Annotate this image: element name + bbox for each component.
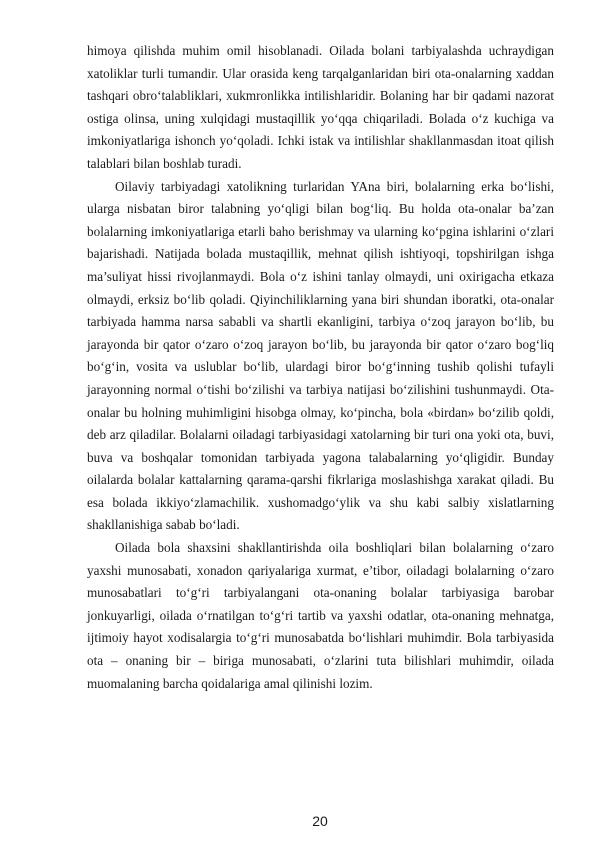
paragraph-3: Oilada bola shaxsini shakllantirishda oila boshliqlari bilan bolalarning o‘zaro yaxshi munosabati, xonadon qariyalariga xurmat, e’tibor, oiladagi bolalarning o‘zaro munosabatlari to‘g‘ri tarbiyalangani ota-onaning bolalar tarbiyasiga barobar jonkuyarligi, oilada o‘rnatilgan to‘g‘ri tartib va yaxshi odatlar, ota-onaning mehnatga, ijtimoiy hayot xodisalargia to‘g‘ri munosabatda bo‘lishlari muhimdir. Bola tarbiyasida ota – onaning bir – biriga munosabati, o‘zlarini tuta bilishlari muhimdir, oilada muomalaning barcha qoidalariga amal qilinishi lozim. bbox=[87, 540, 554, 691]
document-body bbox=[87, 40, 554, 695]
page-number: 20 bbox=[312, 813, 328, 829]
paragraph-1: himoya qilishda muhim omil hisoblanadi. Oilada bolani tarbiyalashda uchraydigan xatoliklar turli tumandir. Ular orasida keng tarqalganlaridan biri ota-onalarning xaddan tashqari obro‘talabliklari, xukmronlikka intilishlaridir. Bolaning har bir qadami nazorat ostiga olinsa, uning xulqidagi mustaqillik yo‘qqa chiqariladi. Bolada o‘z kuchiga va imkoniyatlariga ishonch yo‘qoladi. Ichki istak va intilishlar shakllanmasdan itoat qilish talablari bilan boshlab turadi. bbox=[87, 43, 554, 171]
paragraph-2: Oilaviy tarbiyadagi xatolikning turlaridan YAna biri, bolalarning erka bo‘lishi, ularga nisbatan biror talabning yo‘qligi bilan bog‘liq. Bu holda ota-onalar ba’zan bolalarning imkoniyatlariga etarli baho berishmay va ularning ko‘pgina ishlarini o‘zlari bajarishadi. Natijada bolada mustaqillik, mehnat qilish ishtiyoqi, topshirilgan ishga ma’suliyat hissi rivojlanmaydi. Bola o‘z ishini tanlay olmaydi, uni oxirigacha etkaza olmaydi, erksiz bo‘lib qoladi. Qiyinchiliklarning yana biri shundan iboratki, ota-onalar tarbiyada hamma narsa sababli va shartli ekanligini, tarbiya o‘zoq jarayon bo‘lib, bu jarayonda bir qator o‘zaro o‘zoq jarayon bo‘lib, bu jarayonda bir qator o‘zaro bog‘liq bo‘g‘in, vosita va uslublar bo‘lib, ulardagi biror bo‘g‘inning tushib qolishi tufayli jarayonning normal o‘tishi bo‘zilishi va tarbiya natijasi bo‘zilishini tushunmaydi. Ota-onalar bu holning muhimligini hisobga olmay, ko‘pincha, bola «birdan» bo‘zilib qoldi, deb arz qiladilar. Bolalarni oiladagi tarbiyasidagi xatolarning bir turi ona yoki ota, buvi, buva va boshqalar tomonidan tarbiyada yagona talabalarning yo‘qligidir. Bunday oilalarda bolalar kattalarning qarama-qarshi fikrlariga moslashishga xarakat qiladi. Bu esa bolada ikkiyo‘zlamachilik. xushomadgo‘ylik va shu kabi salbiy xislatlarning shakllanishiga sabab bo‘ladi. bbox=[87, 178, 554, 533]
